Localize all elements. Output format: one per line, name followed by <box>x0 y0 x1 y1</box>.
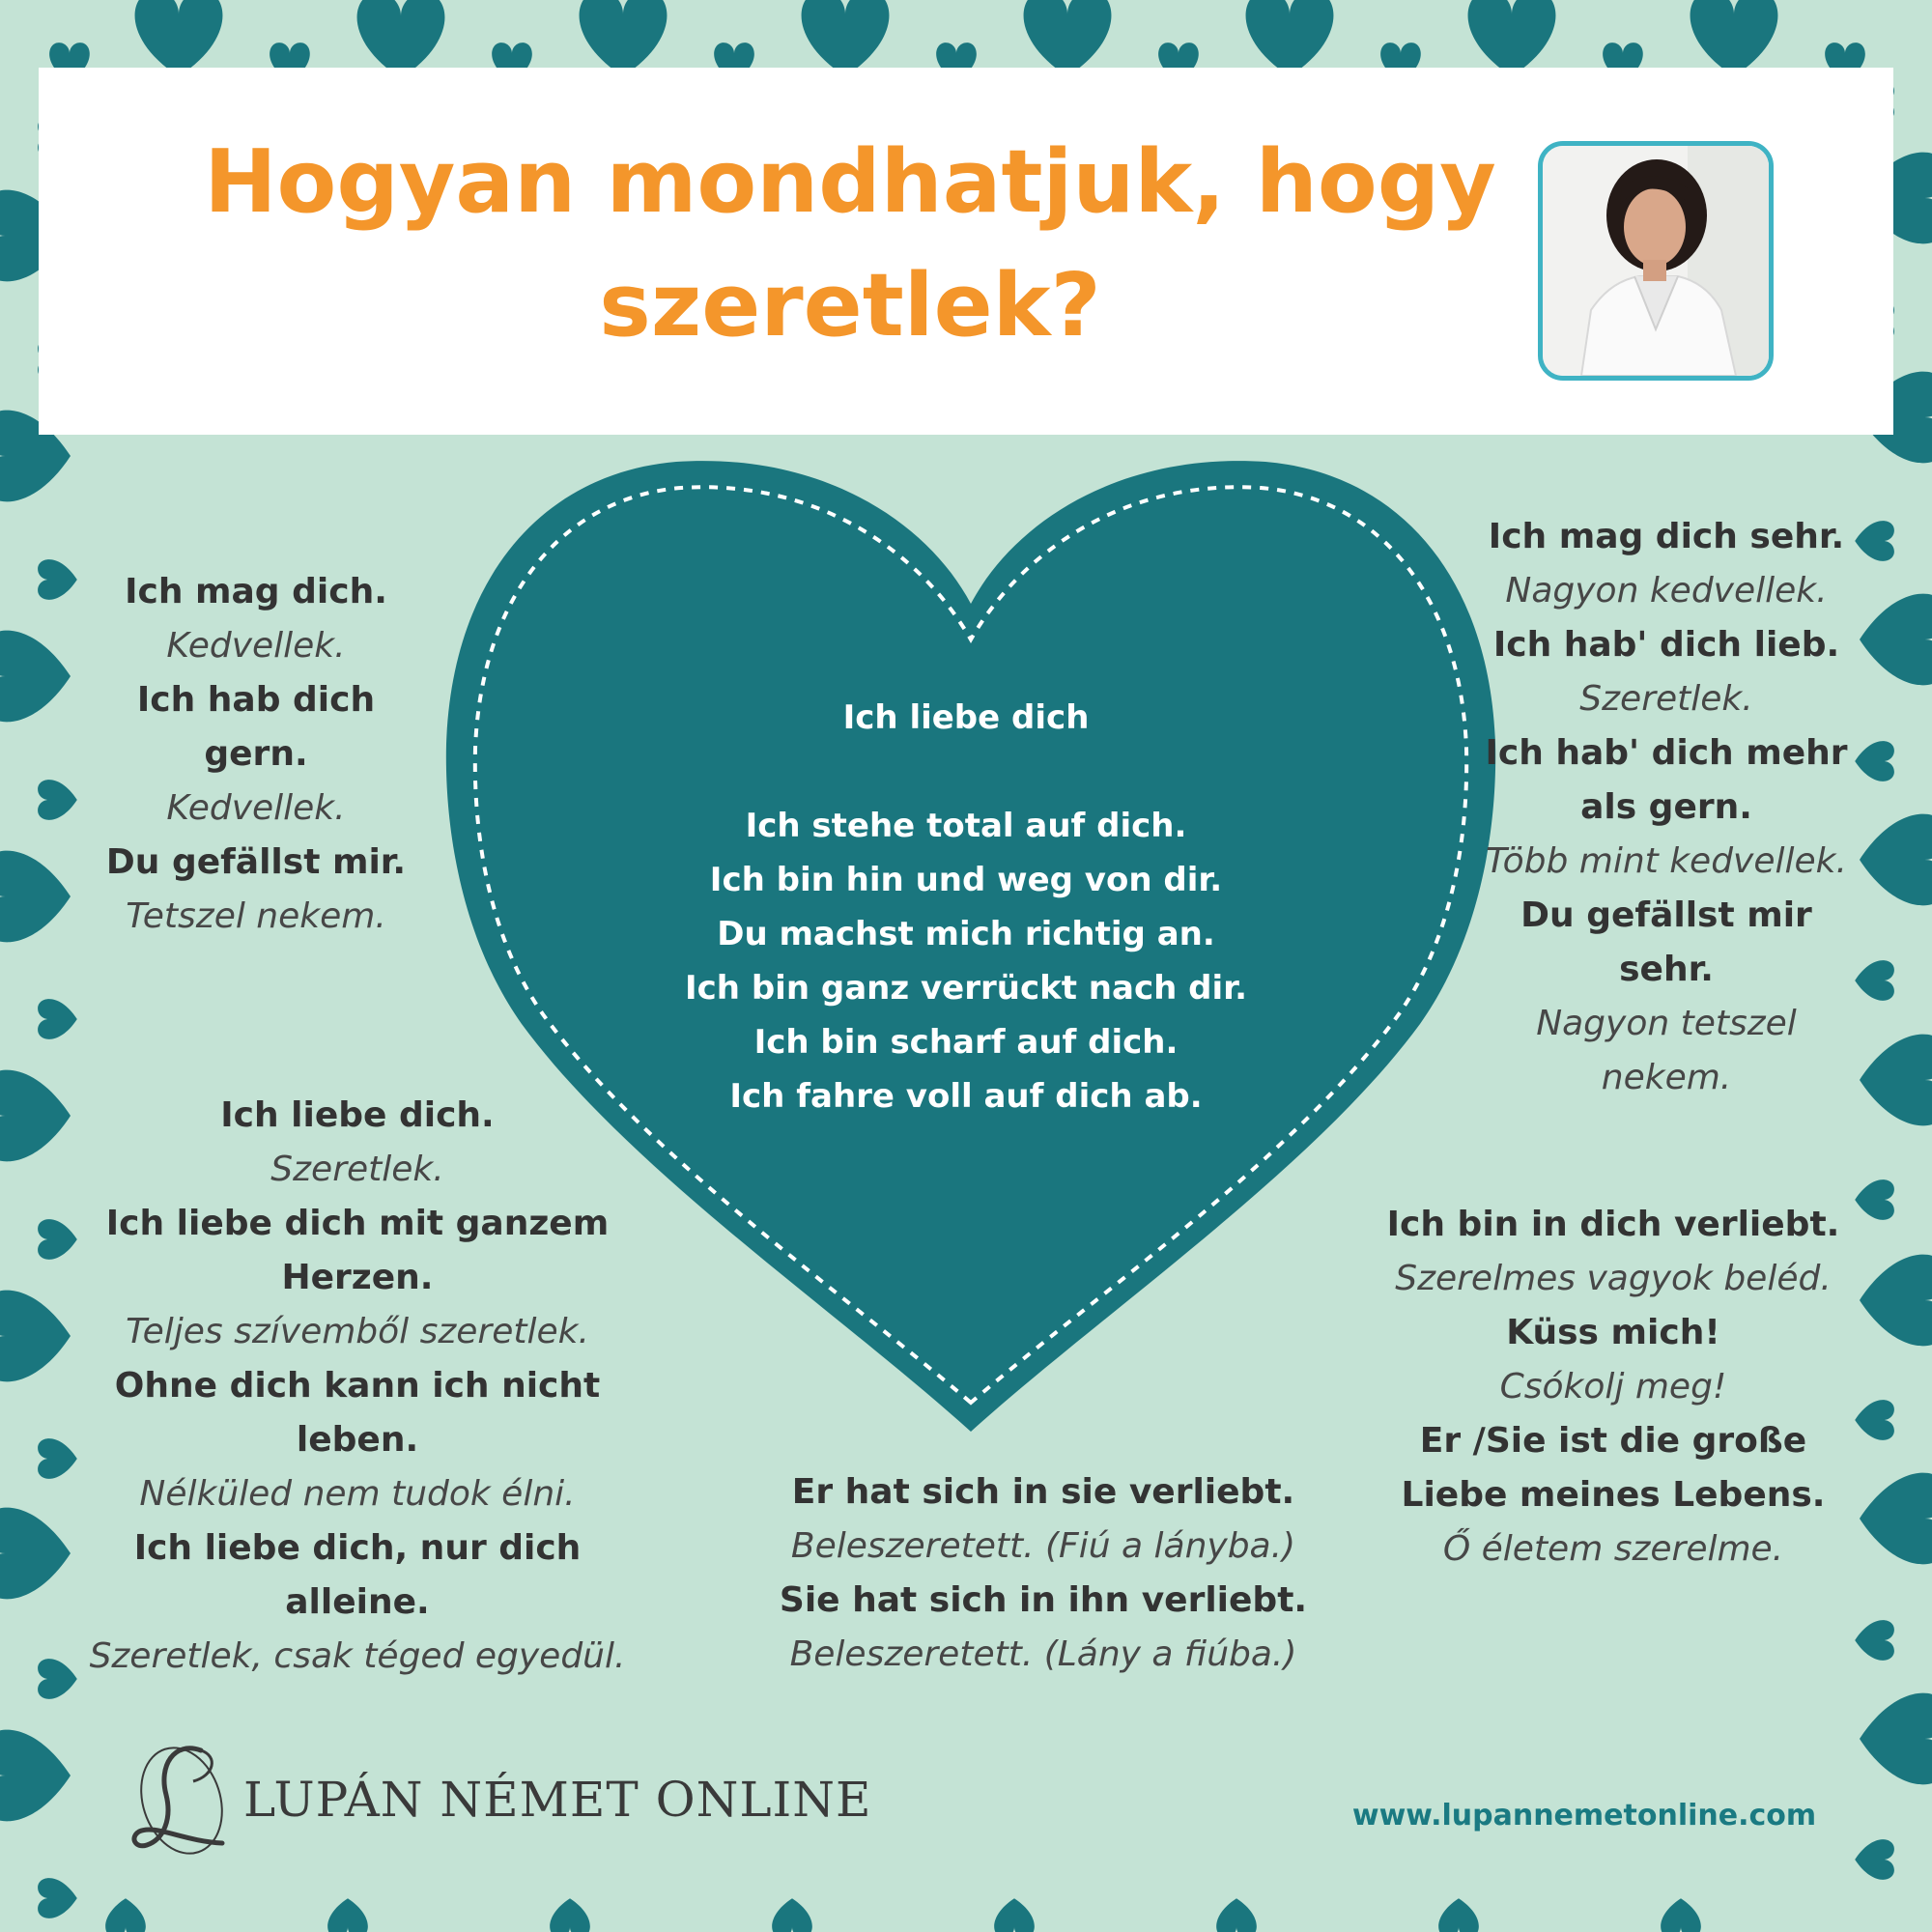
decorative-heart-icon <box>0 631 71 723</box>
decorative-heart-icon <box>580 0 668 76</box>
german-phrase: Ich mag dich. <box>125 572 387 611</box>
german-phrase: Ohne dich kann ich nicht leben. <box>114 1366 601 1460</box>
decorative-heart-icon <box>1468 0 1556 76</box>
decorative-heart-icon <box>38 1878 77 1918</box>
heart-line-spacer <box>618 745 1314 799</box>
hungarian-translation: Szeretlek. <box>1579 679 1753 719</box>
decorative-heart-icon <box>0 851 71 943</box>
decorative-heart-icon <box>1855 741 1894 781</box>
decorative-heart-icon <box>135 0 223 76</box>
heart-phrases <box>618 691 1314 1123</box>
decorative-heart-icon <box>1661 1898 1701 1932</box>
website-link[interactable]: www.lupannemetonline.com <box>1351 1799 1817 1833</box>
decorative-heart-icon <box>38 559 77 600</box>
german-phrase: Ich hab dich gern. <box>136 680 376 774</box>
right-top-phrases <box>1478 510 1855 1105</box>
decorative-heart-icon <box>1246 0 1334 76</box>
heart-phrase-line: Ich bin scharf auf dich. <box>753 1023 1179 1062</box>
german-phrase: Er /Sie ist die große Liebe meines Lebens. <box>1401 1421 1826 1515</box>
heart-phrase-line: Du machst mich richtig an. <box>717 915 1215 953</box>
german-phrase: Sie hat sich in ihn verliebt. <box>779 1580 1308 1620</box>
heart-phrase-line: Ich stehe total auf dich. <box>745 807 1187 845</box>
german-phrase: Ich bin in dich verliebt. <box>1386 1205 1840 1244</box>
decorative-heart-icon <box>772 1898 812 1932</box>
script-l-monogram-icon <box>126 1737 242 1862</box>
hungarian-translation: Teljes szívemből szeretlek. <box>126 1312 589 1351</box>
brand-name: LUPÁN NÉMET ONLINE <box>243 1772 872 1828</box>
decorative-heart-icon <box>0 1730 71 1822</box>
decorative-heart-icon <box>1855 1839 1894 1880</box>
german-phrase: Ich mag dich sehr. <box>1488 517 1845 556</box>
decorative-heart-icon <box>1855 1620 1894 1661</box>
hungarian-translation: Tetszel nekem. <box>126 896 386 936</box>
decorative-heart-icon <box>550 1898 590 1932</box>
decorative-heart-icon <box>0 1070 71 1162</box>
decorative-heart-icon <box>1855 1179 1894 1220</box>
decorative-heart-icon <box>1690 0 1778 76</box>
decorative-heart-icon <box>1860 1473 1932 1565</box>
hungarian-translation: Nagyon kedvellek. <box>1505 571 1828 611</box>
decorative-heart-icon <box>1855 1400 1894 1440</box>
decorative-heart-icon <box>1860 594 1932 686</box>
right-bottom-phrases <box>1372 1198 1855 1577</box>
left-top-phrases <box>97 565 415 944</box>
hungarian-translation: Csókolj meg! <box>1499 1367 1727 1406</box>
portrait-photo-icon <box>1543 146 1769 376</box>
decorative-heart-icon <box>1855 960 1894 1001</box>
page-title: Hogyan mondhatjuk, hogy szeretlek? <box>204 131 1496 356</box>
heart-phrase-line: Ich bin hin und weg von dir. <box>709 861 1223 899</box>
brand-logo <box>126 1737 879 1862</box>
decorative-heart-icon <box>1024 0 1112 76</box>
decorative-heart-icon <box>327 1898 368 1932</box>
decorative-heart-icon <box>1216 1898 1257 1932</box>
hungarian-translation: Kedvellek. <box>166 626 346 666</box>
decorative-heart-icon <box>1860 1255 1932 1347</box>
decorative-heart-icon <box>1860 1693 1932 1785</box>
german-phrase: Ich hab' dich mehr als gern. <box>1485 733 1848 827</box>
hungarian-translation: Beleszeretett. (Lány a fiúba.) <box>789 1634 1297 1674</box>
decorative-heart-icon <box>994 1898 1035 1932</box>
decorative-heart-icon <box>105 1898 146 1932</box>
hungarian-translation: Nagyon tetszel nekem. <box>1536 1004 1797 1097</box>
german-phrase: Du gefällst mir sehr. <box>1520 895 1812 989</box>
hungarian-translation: Több mint kedvellek. <box>1486 841 1847 881</box>
decorative-heart-icon <box>1860 814 1932 906</box>
decorative-heart-icon <box>802 0 890 76</box>
german-phrase: Ich liebe dich. <box>220 1095 495 1135</box>
decorative-heart-icon <box>0 1508 71 1600</box>
left-bottom-phrases <box>68 1089 647 1684</box>
hungarian-translation: Kedvellek. <box>166 788 346 828</box>
heart-phrase-line: Ich liebe dich <box>842 698 1090 737</box>
decorative-heart-icon <box>1855 521 1894 561</box>
hungarian-translation: Szeretlek, csak téged egyedül. <box>89 1636 626 1676</box>
hungarian-translation: Beleszeretett. (Fiú a lányba.) <box>790 1526 1296 1566</box>
decorative-heart-icon <box>1438 1898 1479 1932</box>
heart-phrase-line: Ich bin ganz verrückt nach dir. <box>685 969 1247 1008</box>
bottom-center-phrases <box>753 1465 1333 1682</box>
decorative-heart-icon <box>38 780 77 820</box>
german-phrase: Ich liebe dich, nur dich alleine. <box>133 1528 582 1622</box>
german-phrase: Ich hab' dich lieb. <box>1492 625 1840 665</box>
heart-phrase-line: Ich fahre voll auf dich ab. <box>729 1077 1203 1116</box>
decorative-heart-icon <box>0 1291 71 1382</box>
hungarian-translation: Szerelmes vagyok beléd. <box>1395 1259 1832 1298</box>
author-photo <box>1538 141 1774 381</box>
german-phrase: Küss mich! <box>1506 1313 1720 1352</box>
german-phrase: Du gefällst mir. <box>105 842 407 882</box>
decorative-heart-icon <box>38 999 77 1039</box>
german-phrase: Er hat sich in sie verliebt. <box>791 1472 1295 1512</box>
decorative-heart-icon <box>1860 1035 1932 1126</box>
german-phrase: Ich liebe dich mit ganzem Herzen. <box>105 1204 610 1297</box>
hungarian-translation: Szeretlek. <box>270 1150 444 1189</box>
hungarian-translation: Ő életem szerelme. <box>1442 1529 1784 1569</box>
hungarian-translation: Nélküled nem tudok élni. <box>139 1474 576 1514</box>
